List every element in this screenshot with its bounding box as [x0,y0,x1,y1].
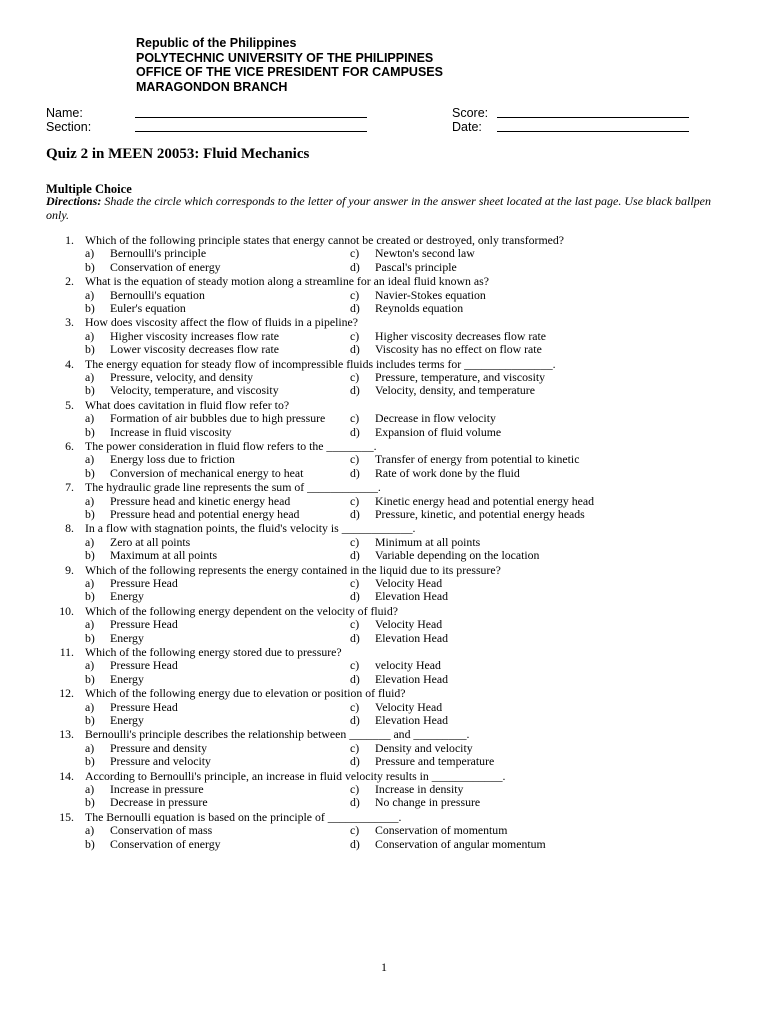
question-item [0,564,768,604]
answer-option [85,261,350,274]
option-text: Lower viscosity decreases flow rate [110,342,280,357]
option-letter: a) [85,823,95,838]
answer-option [85,659,350,672]
question-text: Which of the following energy dependent on the velocity of fluid? [85,603,398,618]
option-letter: b) [85,342,95,357]
question-text: In a flow with stagnation points, the fluid's velocity is ____________. [85,521,416,536]
option-letter: a) [85,411,95,426]
question-line [0,770,768,783]
answer-option [350,371,620,384]
answer-option [350,783,620,796]
question-text: The energy equation for steady flow of incompressible fluids includes terms for _______________. [85,356,556,371]
option-letter: c) [350,576,360,591]
answer-option [350,796,620,809]
option-text: Energy [110,671,144,686]
question-line [0,605,768,618]
question-line [0,564,768,577]
question-number: 6. [65,439,74,454]
question-line [0,522,768,535]
option-text: Decrease in flow velocity [375,411,496,426]
option-text: Pascal's principle [375,259,457,274]
name-field[interactable] [46,106,376,120]
question-number: 9. [65,562,74,577]
option-row [0,742,768,755]
option-text: velocity Head [375,658,441,673]
answer-option [350,714,620,727]
option-text: Velocity, temperature, and viscosity [110,383,279,398]
option-row [0,412,768,425]
answer-option [85,343,350,356]
option-letter: b) [85,754,95,769]
option-text: Conversion of mechanical energy to heat [110,465,304,480]
option-letter: b) [85,713,95,728]
option-letter: b) [85,671,95,686]
answer-option [350,453,620,466]
answer-option [350,590,620,603]
option-letter: a) [85,782,95,797]
option-letter: d) [350,259,360,274]
option-text: Energy [110,589,144,604]
answer-option [350,659,620,672]
answer-option [350,289,620,302]
option-text: Pressure, velocity, and density [110,370,254,384]
option-row [0,783,768,796]
option-row [0,261,768,274]
option-text: Pressure and velocity [110,754,211,769]
answer-option [85,796,350,809]
question-number: 11. [59,645,74,660]
option-letter: d) [350,713,360,728]
option-letter: d) [350,630,360,645]
question-text: Bernoulli's principle describes the relationship between _______ and _________. [85,727,470,742]
question-number: 7. [65,480,74,495]
answer-option [85,549,350,562]
question-item [0,646,768,686]
option-letter: c) [350,370,360,384]
option-row [0,330,768,343]
page-number: 1 [381,960,387,974]
option-row [0,659,768,672]
option-text: Transfer of energy from potential to kinetic [375,452,580,467]
answer-option [85,453,350,466]
answer-option [85,495,350,508]
option-text: Pressure and density [110,740,207,755]
question-line [0,481,768,494]
option-text: Velocity, density, and temperature [375,383,535,398]
option-text: Decrease in pressure [110,795,208,810]
answer-option [85,577,350,590]
option-text: Density and velocity [375,740,473,755]
question-text: Which of the following energy due to elevation or position of fluid? [85,686,406,701]
option-letter: c) [350,658,360,673]
header-university: POLYTECHNIC UNIVERSITY OF THE PHILIPPINES [136,50,434,65]
option-row [0,426,768,439]
question-number: 8. [65,521,74,536]
directions-label: Directions: [46,194,102,208]
answer-option [350,549,620,562]
option-text: Navier-Stokes equation [375,287,486,302]
option-letter: c) [350,452,360,467]
question-line [0,358,768,371]
option-letter: a) [85,658,95,673]
answer-option [85,742,350,755]
answer-option [85,783,350,796]
option-row [0,673,768,686]
option-letter: a) [85,246,95,261]
answer-option [85,508,350,521]
option-letter: c) [350,823,360,838]
question-line [0,646,768,659]
question-number: 15. [59,809,74,824]
question-item [0,275,768,315]
option-text: Conservation of energy [110,259,221,274]
option-text: Bernoulli's principle [110,246,207,261]
option-text: No change in pressure [375,795,481,810]
option-letter: d) [350,671,360,686]
answer-option [85,590,350,603]
option-row [0,343,768,356]
option-row [0,714,768,727]
option-letter: c) [350,617,360,632]
option-text: Variable depending on the location [375,548,540,563]
option-letter: a) [85,370,95,384]
answer-option [350,701,620,714]
question-line [0,811,768,824]
option-text: Expansion of fluid volume [375,424,502,439]
option-text: Minimum at all points [375,534,481,549]
answer-option [350,508,620,521]
option-letter: d) [350,795,360,810]
question-number: 10. [59,603,74,618]
question-item [0,481,768,521]
header-branch: MARAGONDON BRANCH [136,79,288,94]
option-text: Euler's equation [110,301,186,315]
option-letter: c) [350,493,360,508]
answer-option [85,673,350,686]
question-line [0,399,768,412]
option-row [0,384,768,397]
option-text: Conservation of mass [110,823,213,838]
option-row [0,632,768,645]
option-letter: b) [85,548,95,563]
question-item [0,358,768,398]
question-line [0,316,768,329]
answer-option [350,742,620,755]
option-text: Elevation Head [375,671,449,686]
question-number: 5. [65,397,74,412]
option-text: Pressure Head [110,576,178,591]
option-row [0,289,768,302]
option-letter: c) [350,782,360,797]
section-field[interactable] [46,120,376,134]
answer-option [85,755,350,768]
option-letter: c) [350,287,360,302]
option-text: Conservation of energy [110,836,221,851]
option-text: Energy [110,630,144,645]
answer-option [85,618,350,631]
answer-option [350,261,620,274]
option-row [0,453,768,466]
section-blank-line[interactable] [135,131,367,132]
answer-option [85,247,350,260]
option-letter: b) [85,507,95,522]
question-number: 1. [65,233,74,247]
question-item [0,687,768,727]
answer-option [350,577,620,590]
option-text: Viscosity has no effect on flow rate [375,342,542,357]
date-blank-line[interactable] [497,131,689,132]
question-item [0,399,768,439]
question-line [0,234,768,247]
question-number: 12. [59,686,74,701]
answer-option [350,412,620,425]
question-text: How does viscosity affect the flow of fluids in a pipeline? [85,315,359,330]
option-text: Newton's second law [375,246,475,261]
option-text: Elevation Head [375,589,449,604]
option-text: Higher viscosity increases flow rate [110,328,280,343]
question-item [0,605,768,645]
question-line [0,275,768,288]
answer-option [350,838,620,851]
answer-option [350,536,620,549]
question-text: Which of the following energy stored due to pressure? [85,645,342,660]
option-text: Higher viscosity decreases flow rate [375,328,546,343]
answer-option [85,302,350,315]
answer-option [350,824,620,837]
answer-option [350,384,620,397]
answer-option [350,343,620,356]
answer-option [350,330,620,343]
answer-option [85,412,350,425]
option-text: Elevation Head [375,630,449,645]
option-letter: c) [350,740,360,755]
option-text: Pressure Head [110,617,178,632]
option-letter: c) [350,411,360,426]
question-text: Which of the following principle states that energy cannot be created or destroyed, only transformed? [85,233,565,247]
question-text: What does cavitation in fluid flow refer to? [85,397,290,412]
question-number: 3. [65,315,74,330]
option-letter: d) [350,754,360,769]
option-text: Maximum at all points [110,548,218,563]
answer-option [85,330,350,343]
option-text: Kinetic energy head and potential energy head [375,493,595,508]
option-text: Pressure and temperature [375,754,495,769]
option-row [0,618,768,631]
answer-option [350,247,620,260]
option-letter: b) [85,836,95,851]
answer-option [85,838,350,851]
option-row [0,796,768,809]
date-label: Date: [452,120,482,134]
answer-option [85,714,350,727]
answer-option [85,701,350,714]
option-letter: a) [85,287,95,302]
option-letter: a) [85,493,95,508]
answer-option [85,467,350,480]
question-text: Which of the following represents the energy contained in the liquid due to its pressure? [85,562,501,577]
question-item [0,811,768,851]
option-letter: a) [85,740,95,755]
directions [46,195,726,222]
option-text: Zero at all points [110,534,191,549]
header-republic: Republic of the Philippines [136,36,297,50]
question-line [0,687,768,700]
quiz-title: Quiz 2 in MEEN 20053: Fluid Mechanics [46,146,310,162]
option-letter: d) [350,836,360,851]
answer-option [350,755,620,768]
option-letter: b) [85,795,95,810]
option-row [0,701,768,714]
option-text: Increase in fluid viscosity [110,424,232,439]
option-letter: b) [85,589,95,604]
answer-option [85,824,350,837]
option-text: Velocity Head [375,699,443,714]
option-row [0,590,768,603]
option-letter: c) [350,328,360,343]
answer-option [350,467,620,480]
section-label: Section: [46,120,92,134]
answer-option [350,495,620,508]
question-text: According to Bernoulli's principle, an increase in fluid velocity results in ____________. [85,768,506,783]
question-text: What is the equation of steady motion along a streamline for an ideal fluid known as? [85,274,489,289]
option-letter: b) [85,383,95,398]
question-number: 14. [59,768,74,783]
option-text: Pressure, temperature, and viscosity [375,370,546,384]
answer-option [85,426,350,439]
option-letter: a) [85,617,95,632]
question-text: The power consideration in fluid flow refers to the ________. [85,439,377,454]
option-letter: d) [350,465,360,480]
option-letter: d) [350,507,360,522]
option-letter: d) [350,342,360,357]
answer-option [350,673,620,686]
option-text: Pressure Head [110,699,178,714]
option-text: Velocity Head [375,576,443,591]
directions-text: Shade the circle which corresponds to the letter of your answer in the answer sheet located at the last page. Use black ballpen only. [46,194,712,222]
option-row [0,508,768,521]
answer-option [85,371,350,384]
answer-option [350,302,620,315]
option-letter: c) [350,699,360,714]
option-letter: a) [85,534,95,549]
option-letter: a) [85,452,95,467]
score-field[interactable] [452,106,692,120]
question-number: 13. [59,727,74,742]
option-row [0,247,768,260]
option-text: Formation of air bubbles due to high pressure [110,411,326,426]
name-blank-line[interactable] [135,117,367,118]
question-text: The Bernoulli equation is based on the principle of ____________. [85,809,402,824]
option-letter: d) [350,424,360,439]
option-row [0,536,768,549]
score-label: Score: [452,106,489,120]
option-row [0,755,768,768]
option-text: Reynolds equation [375,301,464,315]
question-line [0,440,768,453]
question-line [0,728,768,741]
option-letter: d) [350,301,360,315]
option-letter: b) [85,630,95,645]
option-letter: d) [350,589,360,604]
option-row [0,824,768,837]
answer-option [350,426,620,439]
header-office: OFFICE OF THE VICE PRESIDENT FOR CAMPUSES [136,65,443,79]
answer-option [85,384,350,397]
option-letter: b) [85,424,95,439]
option-letter: c) [350,246,360,261]
section-title: Multiple Choice [46,182,132,196]
question-item [0,316,768,356]
option-text: Pressure, kinetic, and potential energy heads [375,507,585,522]
question-item [0,770,768,810]
option-letter: b) [85,301,95,315]
option-row [0,371,768,384]
question-text: The hydraulic grade line represents the sum of ____________. [85,480,381,495]
question-item [0,440,768,480]
name-label: Name: [46,106,83,120]
option-row [0,302,768,315]
option-row [0,577,768,590]
option-letter: b) [85,259,95,274]
option-letter: c) [350,534,360,549]
answer-option [85,632,350,645]
option-row [0,467,768,480]
option-letter: d) [350,548,360,563]
option-text: Velocity Head [375,617,443,632]
option-text: Bernoulli's equation [110,287,205,302]
option-text: Energy loss due to friction [110,452,235,467]
option-letter: a) [85,699,95,714]
answer-option [85,536,350,549]
option-text: Pressure head and kinetic energy head [110,493,291,508]
answer-option [350,618,620,631]
option-text: Increase in density [375,782,464,797]
option-row [0,549,768,562]
answer-option [85,289,350,302]
answer-option [350,632,620,645]
date-field[interactable] [452,120,692,134]
option-letter: d) [350,383,360,398]
option-letter: a) [85,576,95,591]
option-text: Conservation of angular momentum [375,836,546,851]
option-text: Rate of work done by the fluid [375,465,520,480]
score-blank-line[interactable] [497,117,689,118]
option-text: Pressure Head [110,658,178,673]
question-item [0,522,768,562]
school-header [136,36,443,94]
option-text: Energy [110,713,144,728]
option-text: Conservation of momentum [375,823,508,838]
question-number: 2. [65,274,74,289]
option-text: Elevation Head [375,713,449,728]
option-text: Increase in pressure [110,782,204,797]
option-row [0,838,768,851]
option-letter: b) [85,465,95,480]
question-item [0,234,768,274]
question-item [0,728,768,768]
option-row [0,495,768,508]
option-text: Pressure head and potential energy head [110,507,300,522]
question-list [0,234,768,852]
question-number: 4. [65,356,74,371]
option-letter: a) [85,328,95,343]
